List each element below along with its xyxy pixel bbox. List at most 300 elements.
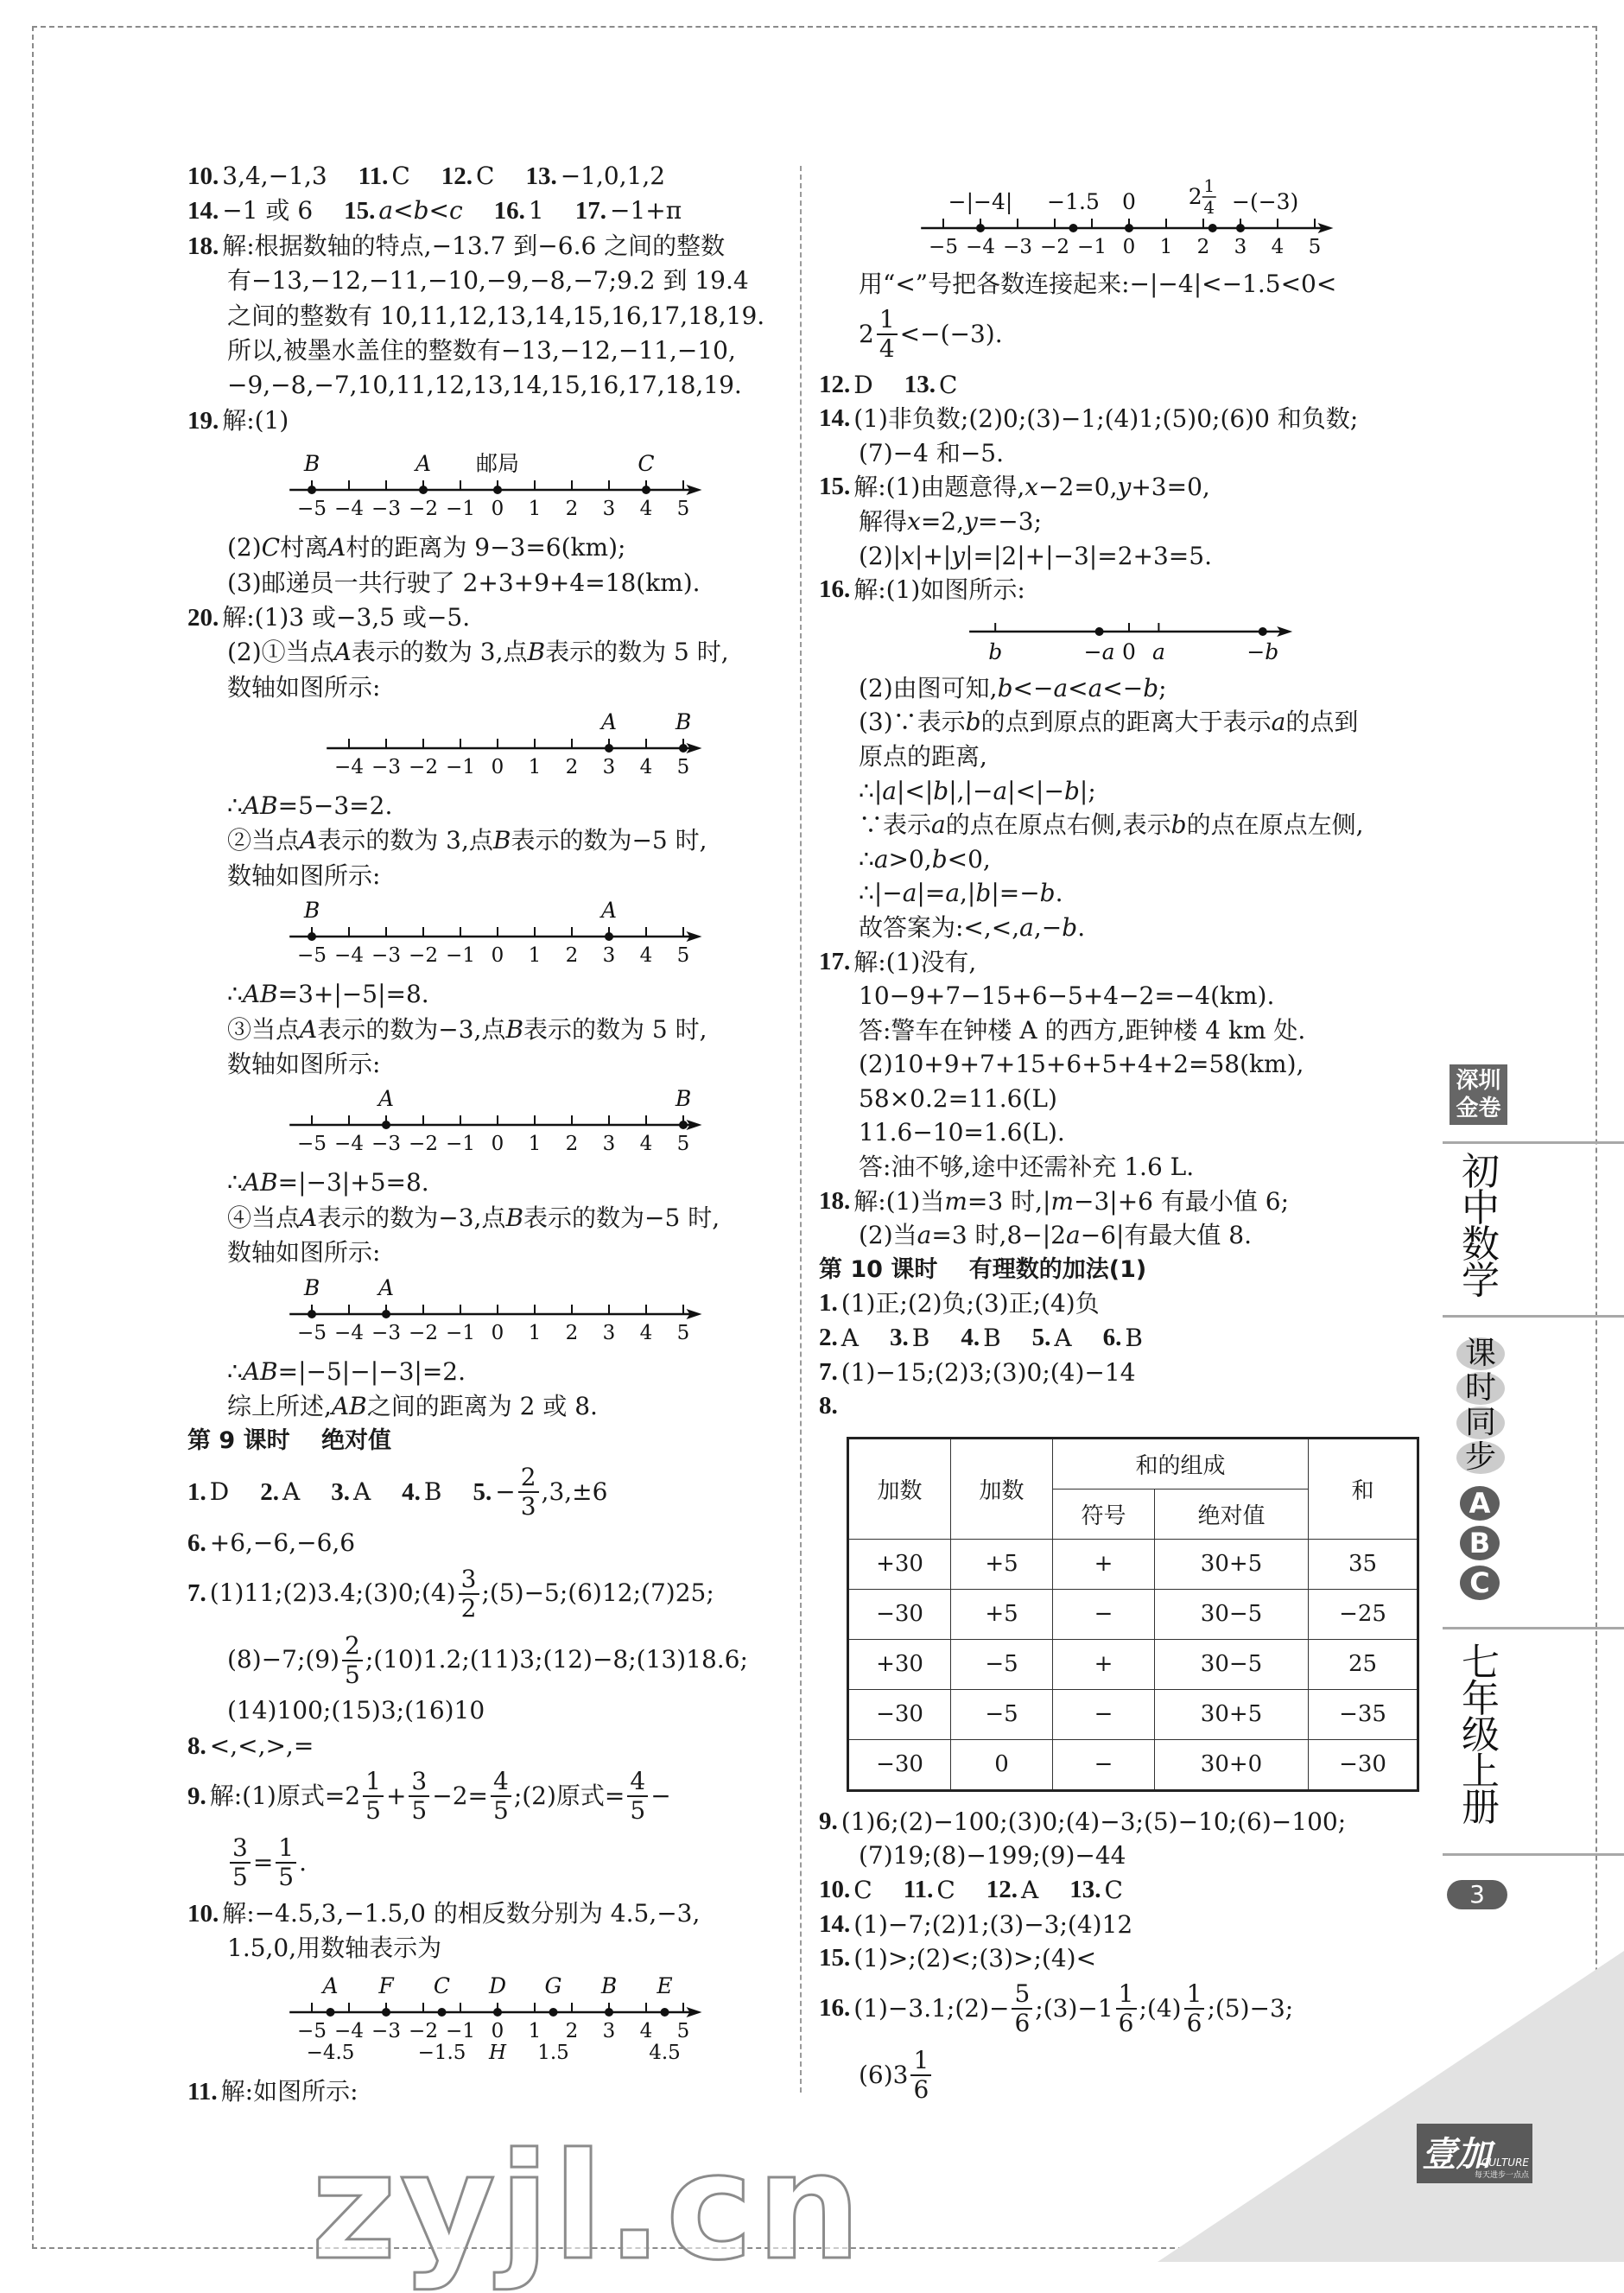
point-dot [679, 1121, 688, 1129]
point-dot [549, 2008, 558, 2017]
table-header-cell: 绝对值 [1155, 1489, 1309, 1539]
answer-line [187, 1013, 783, 1047]
math-variable: x [1025, 473, 1039, 502]
table-cell: +5 [951, 1539, 1053, 1589]
fraction-numerator: 1 [877, 306, 898, 335]
point-label: C [433, 1972, 451, 1998]
answer-line [187, 1763, 783, 1830]
point-dot [493, 486, 502, 494]
math-variable: b [1062, 912, 1078, 942]
answer-line [819, 808, 1424, 842]
answer-line [187, 635, 783, 670]
point-dot [605, 932, 613, 941]
math-variable: y [1117, 473, 1132, 502]
table-cell: − [1053, 1589, 1155, 1639]
text: (1)−3.1;(2)− [853, 1994, 1010, 2023]
text: (6)3 [859, 2061, 909, 2090]
number-line [187, 1966, 783, 2074]
text: ;(10)1.2;(11)3;(12)−8;(13)18.6; [365, 1645, 748, 1674]
fraction-denominator: 5 [278, 1863, 295, 1892]
point-label: B [600, 1972, 618, 1998]
table-cell: 30−5 [1155, 1589, 1309, 1639]
table-cell: 30+0 [1155, 1739, 1309, 1790]
text: A [841, 1324, 859, 1353]
answer-line [819, 945, 1424, 980]
fraction-numerator: 4 [491, 1768, 511, 1797]
tick-label: −4 [334, 498, 364, 521]
answer-line [187, 600, 783, 635]
text: 的点在原点左侧, [1186, 810, 1364, 840]
grade-label: 七年级上册 [1462, 1641, 1500, 1830]
tick-label: −4 [334, 1321, 364, 1344]
fraction-numerator: 4 [627, 1768, 648, 1797]
question-number: 18. [187, 232, 219, 260]
fraction-numerator: 1 [363, 1768, 384, 1797]
answer-line [819, 402, 1424, 436]
question-number: 9. [187, 1782, 206, 1811]
point-label-den: 4 [1203, 197, 1215, 218]
answer-line [187, 1931, 783, 1966]
fraction-numerator: 2 [342, 1632, 363, 1661]
text: 11.6−10=1.6(L). [859, 1118, 1065, 1147]
fraction-denominator: 3 [520, 1492, 536, 1521]
fraction-denominator: 5 [232, 1863, 248, 1892]
table-cell: 35 [1309, 1539, 1418, 1589]
table-row [848, 1739, 1418, 1790]
number-line [187, 438, 783, 530]
math-variable: AB [242, 791, 278, 821]
text: ;(3)−1 [1035, 1994, 1113, 2023]
tick-label: 3 [602, 498, 616, 521]
math-variable: a [931, 810, 946, 840]
text: =3 时,8−|2 [931, 1221, 1066, 1250]
tick-label: −3 [371, 1133, 401, 1156]
question-number: 12. [441, 162, 473, 190]
text: 原点的距离, [859, 741, 987, 771]
answer-line [819, 911, 1424, 945]
answer-line [187, 977, 783, 1012]
tick-label: −5 [297, 1133, 327, 1156]
answer-line [819, 436, 1424, 471]
fraction-denominator: 2 [460, 1593, 477, 1623]
math-variable: a [945, 879, 961, 908]
tick-label: 2 [565, 1133, 579, 1156]
question-number: 16. [493, 197, 525, 225]
tick-label: 4 [639, 1321, 653, 1344]
text: ②当点 [227, 826, 301, 855]
question-number: 4. [402, 1478, 421, 1507]
text: (7)19;(8)−199;(9)−44 [859, 1841, 1126, 1871]
table-cell: +30 [848, 1539, 951, 1589]
answer-line [819, 267, 1424, 302]
point-dot [382, 2008, 390, 2017]
text: A [282, 1477, 301, 1507]
question-number: 14. [819, 1909, 851, 1938]
text: A [352, 1477, 371, 1507]
text: ④当点 [227, 1203, 301, 1232]
math-variable: b [413, 196, 429, 225]
question-number: 3. [889, 1324, 909, 1352]
answer-line [187, 299, 783, 333]
point-dot [493, 2008, 502, 2017]
addition-table-wrapper [847, 1437, 1424, 1792]
tick-label: −2 [409, 498, 438, 521]
text: (1)−15;(2)3;(3)0;(4)−14 [841, 1357, 1136, 1387]
text: ∴ [227, 1168, 243, 1197]
text: (1)>;(2)<;(3)>;(4)< [853, 1944, 1097, 1973]
math-variable: a [1019, 912, 1034, 942]
tick-label: 0 [491, 1133, 504, 1156]
tick-label: 1 [528, 756, 542, 779]
answer-line [187, 1693, 783, 1728]
table-header-cell: 加数 [951, 1438, 1053, 1539]
answer-line [187, 229, 783, 264]
text: (3)∵表示 [859, 708, 966, 737]
point-label: A [377, 1086, 395, 1112]
text: −1 或 6 [222, 196, 314, 225]
text: < [1068, 673, 1088, 702]
text: |,|− [948, 776, 993, 805]
table-cell: 30−5 [1155, 1639, 1309, 1689]
question-number: 1. [187, 1478, 206, 1507]
level-b-badge: B [1460, 1526, 1500, 1560]
text: 解:−4.5,3,−1.5,0 的相反数分别为 4.5,−3, [222, 1898, 701, 1928]
fraction-denominator: 6 [913, 2075, 929, 2105]
tick-label: 5 [676, 1321, 690, 1344]
text: ∴ [859, 844, 874, 873]
side-rule [1443, 1853, 1624, 1856]
left-column [187, 159, 783, 2109]
math-variable: B [492, 826, 511, 855]
question-number: 11. [903, 1876, 934, 1903]
point-label: B [675, 1086, 692, 1112]
tick-label: −1 [446, 944, 475, 968]
question-number: 6. [1102, 1324, 1122, 1352]
tick-label: −2 [1040, 236, 1069, 258]
tick-label: −3 [1003, 236, 1032, 258]
logo-mark: 壹加 [1422, 2134, 1491, 2175]
text: |=− [991, 879, 1040, 908]
tick-label: 0 [491, 2019, 504, 2042]
tick-label: 0 [491, 1321, 504, 1344]
tick-label: 2 [565, 944, 579, 968]
tick-label: −5 [929, 236, 958, 258]
question-number: 15. [819, 473, 851, 501]
text: D [853, 370, 873, 399]
tick-label: 0 [491, 498, 504, 521]
question-number: 17. [819, 947, 851, 975]
question-number: 8. [187, 1731, 206, 1760]
math-variable: A [300, 826, 318, 855]
answer-line [187, 566, 783, 600]
sub-label: −1.5 [417, 2041, 466, 2064]
answer-line [819, 979, 1424, 1013]
tick-label: 1 [528, 944, 542, 968]
table-cell: −30 [848, 1589, 951, 1639]
math-variable: b [933, 776, 949, 805]
question-number: 18. [819, 1186, 851, 1215]
point-dot [661, 2008, 669, 2017]
text: (1)正;(2)负;(3)正;(4)负 [841, 1289, 1100, 1318]
fraction [1184, 1980, 1205, 2037]
answer-line [819, 842, 1424, 877]
text: < [428, 196, 449, 225]
tick-label: 3 [602, 2019, 616, 2042]
tick-label: 4 [639, 756, 653, 779]
point-label: B [303, 898, 320, 924]
mark-label: −b [1247, 638, 1279, 664]
question-number: 9. [819, 1807, 838, 1835]
text: ; [1158, 673, 1167, 702]
math-variable: A [300, 1203, 318, 1232]
text: +3=0, [1131, 473, 1210, 502]
point-label: 0 [1122, 189, 1136, 214]
table-cell: −30 [1309, 1739, 1418, 1790]
text: 表示的数为 5 时, [523, 1014, 707, 1044]
side-rule [1443, 1315, 1624, 1318]
math-variable: b [1170, 810, 1187, 840]
point-dot [308, 932, 316, 941]
fraction [409, 1768, 429, 1825]
text: +6,−6,−6,6 [209, 1528, 356, 1557]
tick-label: 3 [1234, 236, 1247, 258]
point-label: 邮局 [475, 451, 520, 477]
tick-label: 1 [528, 1133, 542, 1156]
text: 表示的数为−5 时, [523, 1203, 720, 1232]
math-variable: B [505, 1014, 524, 1044]
text: |<|− [1007, 776, 1064, 805]
question-number: 11. [358, 162, 389, 190]
text: + [385, 1782, 407, 1811]
answer-line [819, 1185, 1424, 1219]
question-number: 10. [819, 1876, 851, 1903]
math-variable: a [1088, 673, 1103, 702]
text: ,| [960, 879, 976, 908]
text: C [1104, 1876, 1123, 1904]
answer-line [187, 1560, 783, 1627]
fraction [1116, 1980, 1137, 2037]
point-dot [308, 1310, 316, 1318]
point-dot [976, 224, 985, 232]
tick-label: 1 [1159, 236, 1173, 258]
math-variable: c [448, 196, 463, 225]
tick-label: 4 [639, 498, 653, 521]
text: 表示的数为 3,点 [317, 826, 493, 855]
question-number: 15. [819, 1944, 851, 1972]
text: B [983, 1324, 1001, 1353]
text: ;(4) [1139, 1994, 1182, 2023]
math-variable: B [505, 1203, 524, 1232]
point-dot [642, 486, 650, 494]
answer-line [819, 539, 1424, 574]
point-dot [419, 486, 428, 494]
tick-label: −4 [334, 2019, 364, 2042]
answer-line [819, 1805, 1424, 1839]
fraction [491, 1768, 511, 1825]
text: < [393, 196, 414, 225]
answer-row [187, 1729, 783, 1763]
point-dot [1259, 627, 1267, 636]
text: 解:(1)当 [853, 1186, 945, 1216]
table-cell: −35 [1309, 1689, 1418, 1739]
text: 解:(1)3 或−3,5 或−5. [222, 602, 471, 632]
tick-label: 1 [528, 1321, 542, 1344]
text: A [1054, 1324, 1072, 1353]
table-cell: + [1053, 1639, 1155, 1689]
series-char: 步 [1456, 1441, 1505, 1474]
question-number: 13. [904, 370, 936, 398]
text: 故答案为:<,<, [859, 912, 1020, 942]
tick-label: −1 [446, 1321, 475, 1344]
point-dot [1125, 224, 1133, 232]
fraction-numerator: 1 [910, 2047, 931, 2076]
table-cell: + [1053, 1539, 1155, 1589]
text: B [1125, 1324, 1143, 1353]
math-variable: A [300, 1014, 318, 1044]
answer-line [187, 1627, 783, 1693]
text: (1)−7;(2)1;(3)−3;(4)12 [853, 1909, 1133, 1939]
tick-label: 4 [639, 1133, 653, 1156]
question-number: 8. [819, 1392, 838, 1420]
tick-label: −5 [297, 2019, 327, 2042]
text: . [1055, 879, 1063, 908]
answer-line [187, 264, 783, 298]
text: <−(−3). [899, 320, 1003, 349]
text: −2= [432, 1782, 488, 1811]
fraction-denominator: 5 [365, 1796, 381, 1826]
text: ③当点 [227, 1014, 301, 1044]
fraction [363, 1768, 384, 1825]
tick-label: 0 [491, 944, 504, 968]
mark-label: −a [1083, 638, 1115, 664]
table-row [848, 1639, 1418, 1689]
text: <0, [947, 844, 991, 873]
point-dot [382, 1310, 390, 1318]
point-dot [1069, 224, 1078, 232]
text: (1)11;(2)3.4;(3)0;(4) [209, 1578, 456, 1608]
text: = [252, 1848, 274, 1877]
answer-line [819, 470, 1424, 505]
text: =3+|−5|=8. [277, 980, 429, 1009]
text: C [936, 1876, 955, 1904]
point-dot [327, 2008, 335, 2017]
tick-label: 5 [676, 944, 690, 968]
logo-english: CULTURE [1481, 2156, 1529, 2169]
answer-line [187, 1355, 783, 1389]
text: 村的距离为 9−3=6(km); [346, 533, 626, 562]
answer-line [819, 774, 1424, 809]
point-label: A [322, 1972, 339, 1998]
question-number: 5. [1031, 1324, 1051, 1352]
answer-line [819, 1839, 1424, 1873]
table-cell: − [1053, 1689, 1155, 1739]
text: (1)6;(2)−100;(3)0;(4)−3;(5)−10;(6)−100; [841, 1807, 1347, 1836]
tick-label: 3 [602, 756, 616, 779]
table-cell: +30 [848, 1639, 951, 1689]
text: 解:(1)由题意得, [853, 473, 1025, 502]
table-cell: −25 [1309, 1589, 1418, 1639]
tick-label: −1 [1077, 236, 1107, 258]
answer-line [819, 573, 1424, 607]
math-variable: a [1053, 673, 1069, 702]
tick-label: 4 [639, 944, 653, 968]
tick-label: −3 [371, 944, 401, 968]
text: −9,−8,−7,10,11,12,13,14,15,16,17,18,19. [227, 371, 742, 400]
fraction-numerator: 2 [518, 1464, 539, 1493]
mark-label: 0 [1122, 638, 1136, 664]
addition-table [847, 1437, 1419, 1792]
answer-row [819, 1873, 1424, 1908]
answer-row [819, 1908, 1424, 1942]
question-number: 20. [187, 603, 219, 632]
text: 之间的距离为 2 或 8. [366, 1391, 598, 1420]
math-variable: a [882, 776, 897, 805]
text: D [209, 1477, 230, 1507]
tick-label: 2 [1196, 236, 1210, 258]
math-variable: b [965, 708, 981, 737]
section-heading: 第 9 课时 绝对值 [187, 1427, 391, 1455]
math-variable: b [1039, 879, 1056, 908]
answer-line [819, 1150, 1424, 1185]
math-variable: b [997, 673, 1013, 702]
number-line [187, 1082, 783, 1166]
answer-line [819, 1082, 1424, 1116]
text: 解:(1)如图所示: [853, 575, 1025, 605]
point-dot [1208, 224, 1217, 232]
table-cell: −30 [848, 1739, 951, 1790]
side-rule [1443, 1141, 1624, 1144]
text: − [650, 1782, 671, 1811]
tick-label: −3 [371, 1321, 401, 1344]
answer-line [819, 1218, 1424, 1253]
level-c-badge: C [1460, 1566, 1500, 1600]
answer-row [819, 1286, 1424, 1321]
tick-label: 5 [676, 756, 690, 779]
text: =|−3|+5=8. [277, 1168, 429, 1197]
answer-row [187, 1526, 783, 1560]
text: ,3,±6 [541, 1477, 608, 1507]
text: ∴|− [859, 879, 903, 908]
tick-label: −3 [371, 498, 401, 521]
tick-label: 2 [565, 498, 579, 521]
text: ∴| [859, 776, 883, 805]
math-variable: a [1065, 1221, 1081, 1250]
question-number: 3. [331, 1478, 350, 1507]
table-cell: 25 [1309, 1639, 1418, 1689]
fraction-denominator: 5 [345, 1660, 360, 1689]
tick-label: −4 [334, 944, 364, 968]
tick-label: −2 [409, 1133, 438, 1156]
point-label: A [600, 898, 618, 924]
answer-line [819, 2042, 1424, 2109]
text: 表示的数为−5 时, [511, 826, 707, 855]
text: 解:(1)没有, [853, 947, 977, 976]
text: 答:油不够,途中还需补充 1.6 L. [859, 1153, 1195, 1182]
answer-row [187, 1459, 783, 1526]
tick-label: −2 [409, 2019, 438, 2042]
math-variable: a [1271, 708, 1286, 737]
answer-line [187, 823, 783, 858]
fraction-denominator: 5 [630, 1796, 646, 1826]
math-variable: b [931, 844, 948, 873]
sub-label: H [488, 2041, 507, 2064]
table-header-cell: 和的组成 [1053, 1438, 1309, 1489]
table-row [848, 1689, 1418, 1739]
fraction-denominator: 5 [493, 1796, 509, 1826]
text: 58×0.2=11.6(L) [859, 1083, 1057, 1113]
tick-label: −4 [334, 756, 364, 779]
point-dot [308, 486, 316, 494]
